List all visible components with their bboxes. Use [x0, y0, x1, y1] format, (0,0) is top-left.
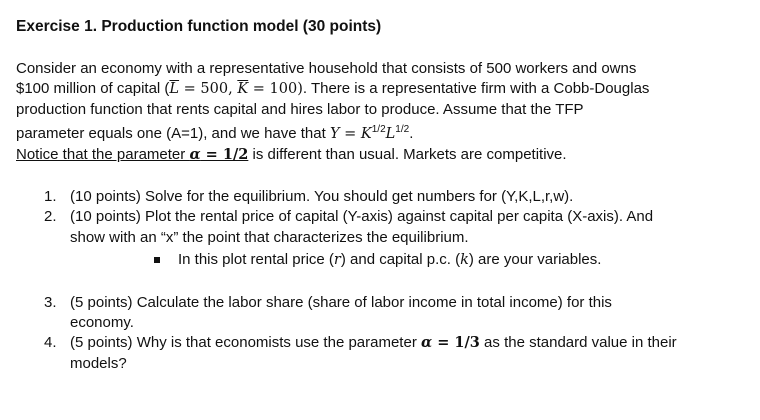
list-item: 2. (10 points) Plot the rental price of capital (Y-axis) against capital per capita (X-axis). And show with an “x” the point that characterizes the equilibrium. [44, 208, 654, 246]
exercise-title: Exercise 1. Production function model (30 points) [16, 18, 382, 35]
statement-line-4: parameter equals one (A=1), and we have that $Y = K^{1/2}L^{1/2}$. [16, 124, 414, 143]
list-item: 4. (5 points) Why is that economists use the parameter α = 1/3 as the standard value in their models? [44, 334, 677, 372]
sub-bullet: In this plot rental price (r) and capital p.c. (k) are your variables. [16, 250, 746, 270]
question-list-1 [16, 187, 746, 271]
statement-line-3: production function that rents capital and hires labor to produce. Assume that the TFP [16, 100, 584, 118]
y-symbol: Y [329, 126, 340, 143]
list-item: 3. (5 points) Calculate the labor share (share of labor income in total income) for this economy. [44, 293, 612, 332]
alpha-symbol: α [189, 145, 201, 163]
question-list-2 [16, 293, 746, 375]
notice-underlined: Notice that the parameter α = 1/2 [16, 145, 249, 163]
statement-line-2: $100 million of capital ($\overline{L} = 500$, $\overline{K} = 100$). There is a representative firm with a Cobb-Douglas [16, 80, 650, 98]
statement-line-5: Notice that the parameter α = 1/2 is different than usual. Markets are competitive. [16, 145, 567, 163]
problem-statement [16, 59, 746, 165]
square-bullet-icon [154, 257, 160, 263]
statement-line-1: Consider an economy with a representative household that consists of 500 workers and owns [16, 60, 637, 77]
alpha-symbol: α [420, 334, 433, 352]
l-bar-symbol: $\overline{L}$ [169, 81, 180, 98]
document [16, 16, 746, 374]
k-bar-symbol: $\overline{K}$ [237, 81, 249, 98]
list-item: 1. (10 points) Solve for the equilibrium. You should get numbers for (Y,K,L,r,w). [44, 188, 574, 206]
